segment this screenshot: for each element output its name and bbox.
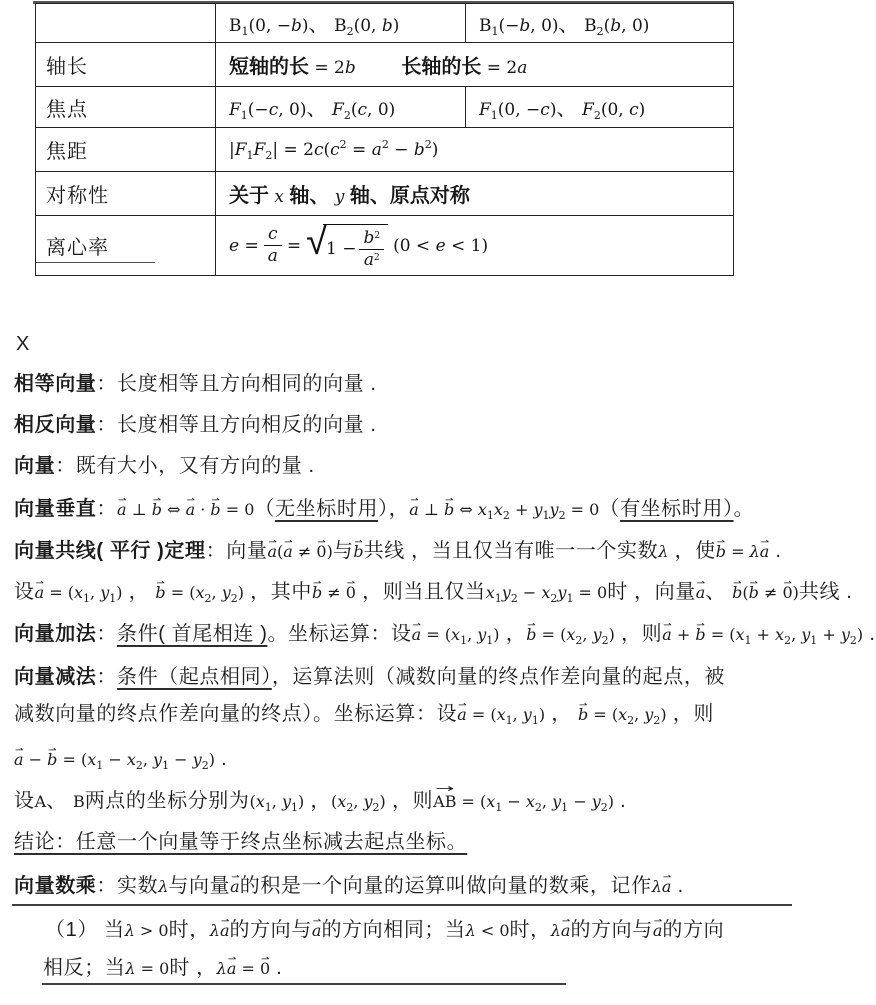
line-vector-subtraction-2: 减数向量的终点作差向量的终点）。坐标运算：设⇀ $a = (x_1$, $y_1$) ， ⇀ $b = (x_2$, $y_2$) ，则: [14, 701, 714, 728]
ecc-frac-denominator: a: [267, 246, 278, 266]
line-vector-subtraction-1: 向量减法：条件（起点相同），运算法则（减数向量的终点作差向量的起点，被: [14, 666, 726, 688]
radical-lead: 1 −: [325, 239, 357, 259]
cell-underline: [36, 262, 155, 263]
section-divider-bottom: [42, 983, 566, 985]
ecc-square-root: [306, 218, 388, 270]
table-cell-axis-label: 轴长: [36, 43, 216, 87]
inner-frac-denominator: $a^2$: [363, 249, 380, 270]
table-row-eccentricity: [36, 216, 734, 276]
table-cell-eccentricity-label: [36, 216, 216, 276]
table-cell-vertices-col3: $B_1(-b$, 0)、 $B_2(b$, 0): [466, 4, 734, 43]
eccentricity-label-text: 离心率: [46, 237, 109, 259]
table-cell-eccentricity-formula: [216, 216, 734, 276]
line-ab-points: 设A、 B两点的坐标分别为($x_1$, $y_1$) ，($x_2$, $y_2$) ，则→ AB = ($x_1 - x_2$, $y_1 - y_2$) .: [14, 788, 626, 815]
table-cell-vertices-col2: $B_1(0$, −b)、 $B_2(0$, b): [216, 4, 466, 43]
line-equal-vectors: 相等向量：长度相等且方向相同的向量 .: [14, 373, 377, 395]
line-collinear-theorem: 向量共线( 平行 )定理：向量⇀ a(⇀ a ≠ ⇀ 0)与⇀ b共线 ，当且仅当有唯一一个实数λ ，使⇀ b = λ⇀ a .: [14, 538, 782, 565]
table-row-axis-length: [36, 43, 734, 87]
table-cell-focal-distance-content: $|F_1F_2| = 2c(c^2 = a^2 - b^2)$: [216, 128, 734, 172]
line-vector-subtraction-3: ⇀ a − ⇀ $b = (x_1 - x_2$, $y_1 - y_2$) .: [14, 746, 227, 773]
line-conclusion: 结论：任意一个向量等于终点坐标减去起点坐标。: [14, 831, 468, 853]
table-cell-empty: [36, 4, 216, 43]
section-divider-top: [12, 904, 792, 906]
radical-body: [323, 224, 388, 269]
line-vector-definition: 向量：既有大小，又有方向的量 .: [14, 455, 315, 477]
table-cell-foci-col3: $F_1(0$, −c)、 $F_2(0$, c): [466, 87, 734, 128]
line-vector-addition: 向量加法：条件( 首尾相连 )。坐标运算：设⇀ $a = (x_1$, $y_1$) ，⇀ $b = (x_2$, $y_2$) ，则⇀ a + ⇀ $b = (x_1 + x_2$, $y_1 + y_2$) .: [14, 621, 876, 648]
ellipse-properties-table: [35, 3, 734, 276]
ecc-lhs: e =: [229, 235, 259, 256]
ecc-fraction-ca: [264, 225, 282, 265]
line-case1-part1: （1） 当λ > 0时，λ⇀ a的方向与⇀ a的方向相同；当λ < 0时，λ⇀ a的方向与⇀ a的方向: [45, 917, 724, 944]
table-cell-foci-col2: $F_1(-c$, 0)、 $F_2(c$, 0): [216, 87, 466, 128]
line-vector-perpendicular: 向量垂直：⇀ a ⊥ ⇀ b ⇔ ⇀ a · ⇀ b = 0（无坐标时用），⇀ a ⊥ ⇀ b ⇔ $x_1x_2 + y_1y_2 = 0$（有坐标时用）。: [14, 496, 754, 523]
table-cell-foci-label: 焦点: [36, 87, 216, 128]
inner-frac-numerator: $b^2$: [359, 229, 384, 250]
section-heading-x: X: [16, 333, 30, 355]
table-cell-symmetry-content: 关于 x 轴、 y 轴、原点对称: [216, 172, 734, 216]
table-cell-axis-content: 短轴的长 = 2b 长轴的长 = 2a: [216, 43, 734, 87]
radical-sign: √: [306, 218, 327, 263]
line-opposite-vectors: 相反向量：长度相等且方向相反的向量 .: [14, 414, 377, 436]
line-collinear-coordinates: 设⇀ $a = (x_1$, $y_1$) ， ⇀ $b = (x_2$, $y_2$) ，其中⇀ b ≠ ⇀ 0 ，则当且仅当$x_1y_2 - x_2y_1 = 0$时 ，向量⇀ a、 ⇀ b(⇀ b ≠ ⇀ 0)共线 .: [14, 579, 852, 606]
table-row-symmetry: [36, 172, 734, 216]
ecc-range: (0 < e < 1): [393, 235, 489, 256]
table-cell-symmetry-label: 对称性: [36, 172, 216, 216]
table-cell-focal-distance-label: 焦距: [36, 128, 216, 172]
table-row-focal-distance: [36, 128, 734, 172]
line-scalar-multiplication: 向量数乘：实数λ与向量⇀ a的积是一个向量的运算叫做向量的数乘，记作λ⇀ a .: [14, 873, 684, 900]
ecc-equals: =: [286, 235, 302, 256]
eccentricity-formula: [229, 218, 489, 270]
table-row-foci: [36, 87, 734, 128]
table-row-vertices: [36, 4, 734, 43]
ecc-frac-numerator: c: [264, 225, 282, 246]
ecc-inner-fraction: [359, 229, 384, 269]
line-case1-part2: 相反；当λ = 0时 ，λ⇀ a = ⇀ 0 .: [43, 955, 282, 982]
